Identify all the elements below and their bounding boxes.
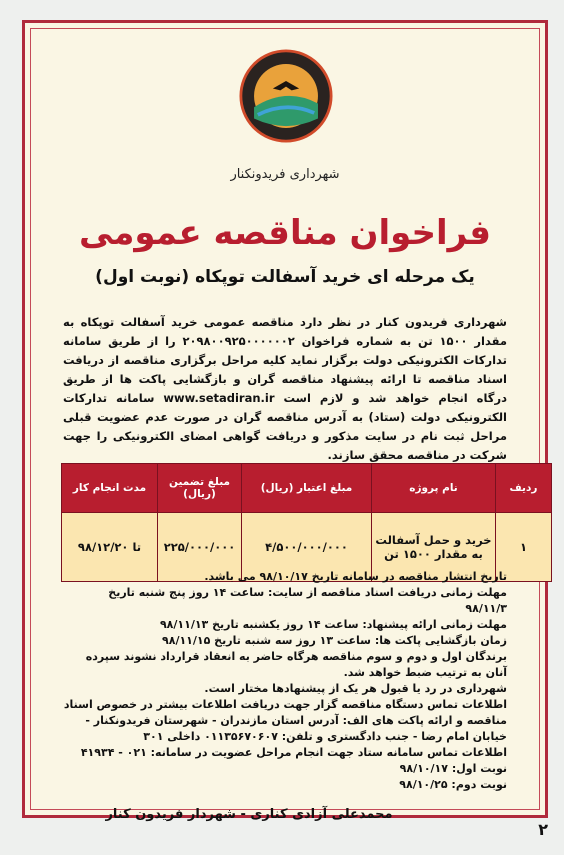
header-project-name: نام پروژه xyxy=(372,464,496,513)
detail-rights-note: شهرداری در رد یا قبول هر یک از پیشنهادها مختار است. xyxy=(204,682,507,695)
header-guarantee-amount: مبلغ تضمین (ریال) xyxy=(158,464,242,513)
detail-setad-contact: اطلاعات تماس سامانه ستاد جهت انجام مراحل عضویت در سامانه: ۰۲۱ - ۴۱۹۳۴ xyxy=(80,746,507,759)
body-text: در نظر دارد مناقصه عمومی خرید آسفالت توپکاه به مقدار ۱۵۰۰ تن به شماره فراخوان ۲۰۹۸۰۰۹۲۵۰۰۰۰۰۰۲ را از طریق سامانه تدارکات الکترونیکی دولت برگزار نماید کلیه مراحل برگزاری مناقصه از دریافت اسناد مناقصه تا ارائه پیشنهاد مناقصه گران و بازگشایی پاکت ها از طریق درگاه انجام خواهد شد و لازم است www.setadiran.ir سامانه تدارکات الکترونیکی دولت (ستاد) به آدرس مناقصه گران در صورت عدم عضویت قبلی مراحل ثبت نام در سایت مذکور و دریافت گواهی امضای الکترونیکی را جهت شرکت در مناقصه محقق سازند. xyxy=(63,315,508,462)
signature: محمدعلی آزادی کناری - شهردار فریدون کنار xyxy=(105,807,393,822)
header-credit-amount: مبلغ اعتبار (ریال) xyxy=(242,464,372,513)
detail-document-deadline: مهلت زمانی دریافت اسناد مناقصه از سایت: ساعت ۱۴ روز پنج شنبه تاریخ ۹۸/۱۱/۳ xyxy=(108,586,507,615)
municipality-logo xyxy=(239,49,333,143)
detail-publish-date: تاریخ انتشار مناقصه در سامانه تاریخ ۹۸/۱۰/۱۷ می باشد. xyxy=(204,570,507,583)
header-row-number: ردیف xyxy=(496,464,552,513)
cell-row-number: ۱ xyxy=(496,513,552,582)
municipality-name: شهرداری فریدونکنار xyxy=(230,167,340,182)
cell-duration: تا ۹۸/۱۲/۲۰ xyxy=(62,513,158,582)
detail-submission-deadline: مهلت زمانی ارائه پیشنهاد: ساعت ۱۴ روز یکشنبه تاریخ ۹۸/۱۱/۱۳ xyxy=(159,618,507,631)
header-duration: مدت انجام کار xyxy=(62,464,158,513)
notice-details xyxy=(63,569,507,793)
detail-opening-time: زمان بازگشایی پاکت ها: ساعت ۱۳ روز سه شنبه تاریخ ۹۸/۱۱/۱۵ xyxy=(162,634,507,647)
table-header-row xyxy=(62,464,552,513)
detail-winners-note: برندگان اول و دوم و سوم مناقصه هرگاه حاضر به انعقاد قرارداد نشوند سپرده آنان به ترتیب ضبط خواهد شد. xyxy=(85,650,507,679)
body-lead: شهرداری فریدون کنار xyxy=(376,315,507,329)
notice-frame xyxy=(22,20,548,822)
page-number: ۲ xyxy=(538,820,548,839)
detail-second-round: نوبت دوم: ۹۸/۱۰/۲۵ xyxy=(399,778,507,791)
cell-project-name: خرید و حمل آسفالت به مقدار ۱۵۰۰ تن xyxy=(372,513,496,582)
notice-body xyxy=(63,313,507,465)
detail-contact-info: اطلاعات تماس دستگاه مناقصه گزار جهت دریافت اطلاعات بیشتر در خصوص اسناد مناقصه و ارائه پاکت های الف: آدرس استان مازندران - شهرستان فریدونکنار - خیابان امام رضا - جنب دادگستری و تلفن: ۰۱۱۳۵۶۷۰۶۰۷ داخلی ۳۰۱ xyxy=(63,698,507,743)
cell-guarantee-amount: ۲۲۵/۰۰۰/۰۰۰ xyxy=(158,513,242,582)
detail-first-round: نوبت اول: ۹۸/۱۰/۱۷ xyxy=(399,762,507,775)
cell-credit-amount: ۴/۵۰۰/۰۰۰/۰۰۰ xyxy=(242,513,372,582)
notice-title: فراخوان مناقصه عمومی xyxy=(78,213,492,253)
notice-subtitle: یک مرحله ای خرید آسفالت توپکاه (نوبت اول) xyxy=(95,267,475,287)
tender-table xyxy=(61,463,552,582)
